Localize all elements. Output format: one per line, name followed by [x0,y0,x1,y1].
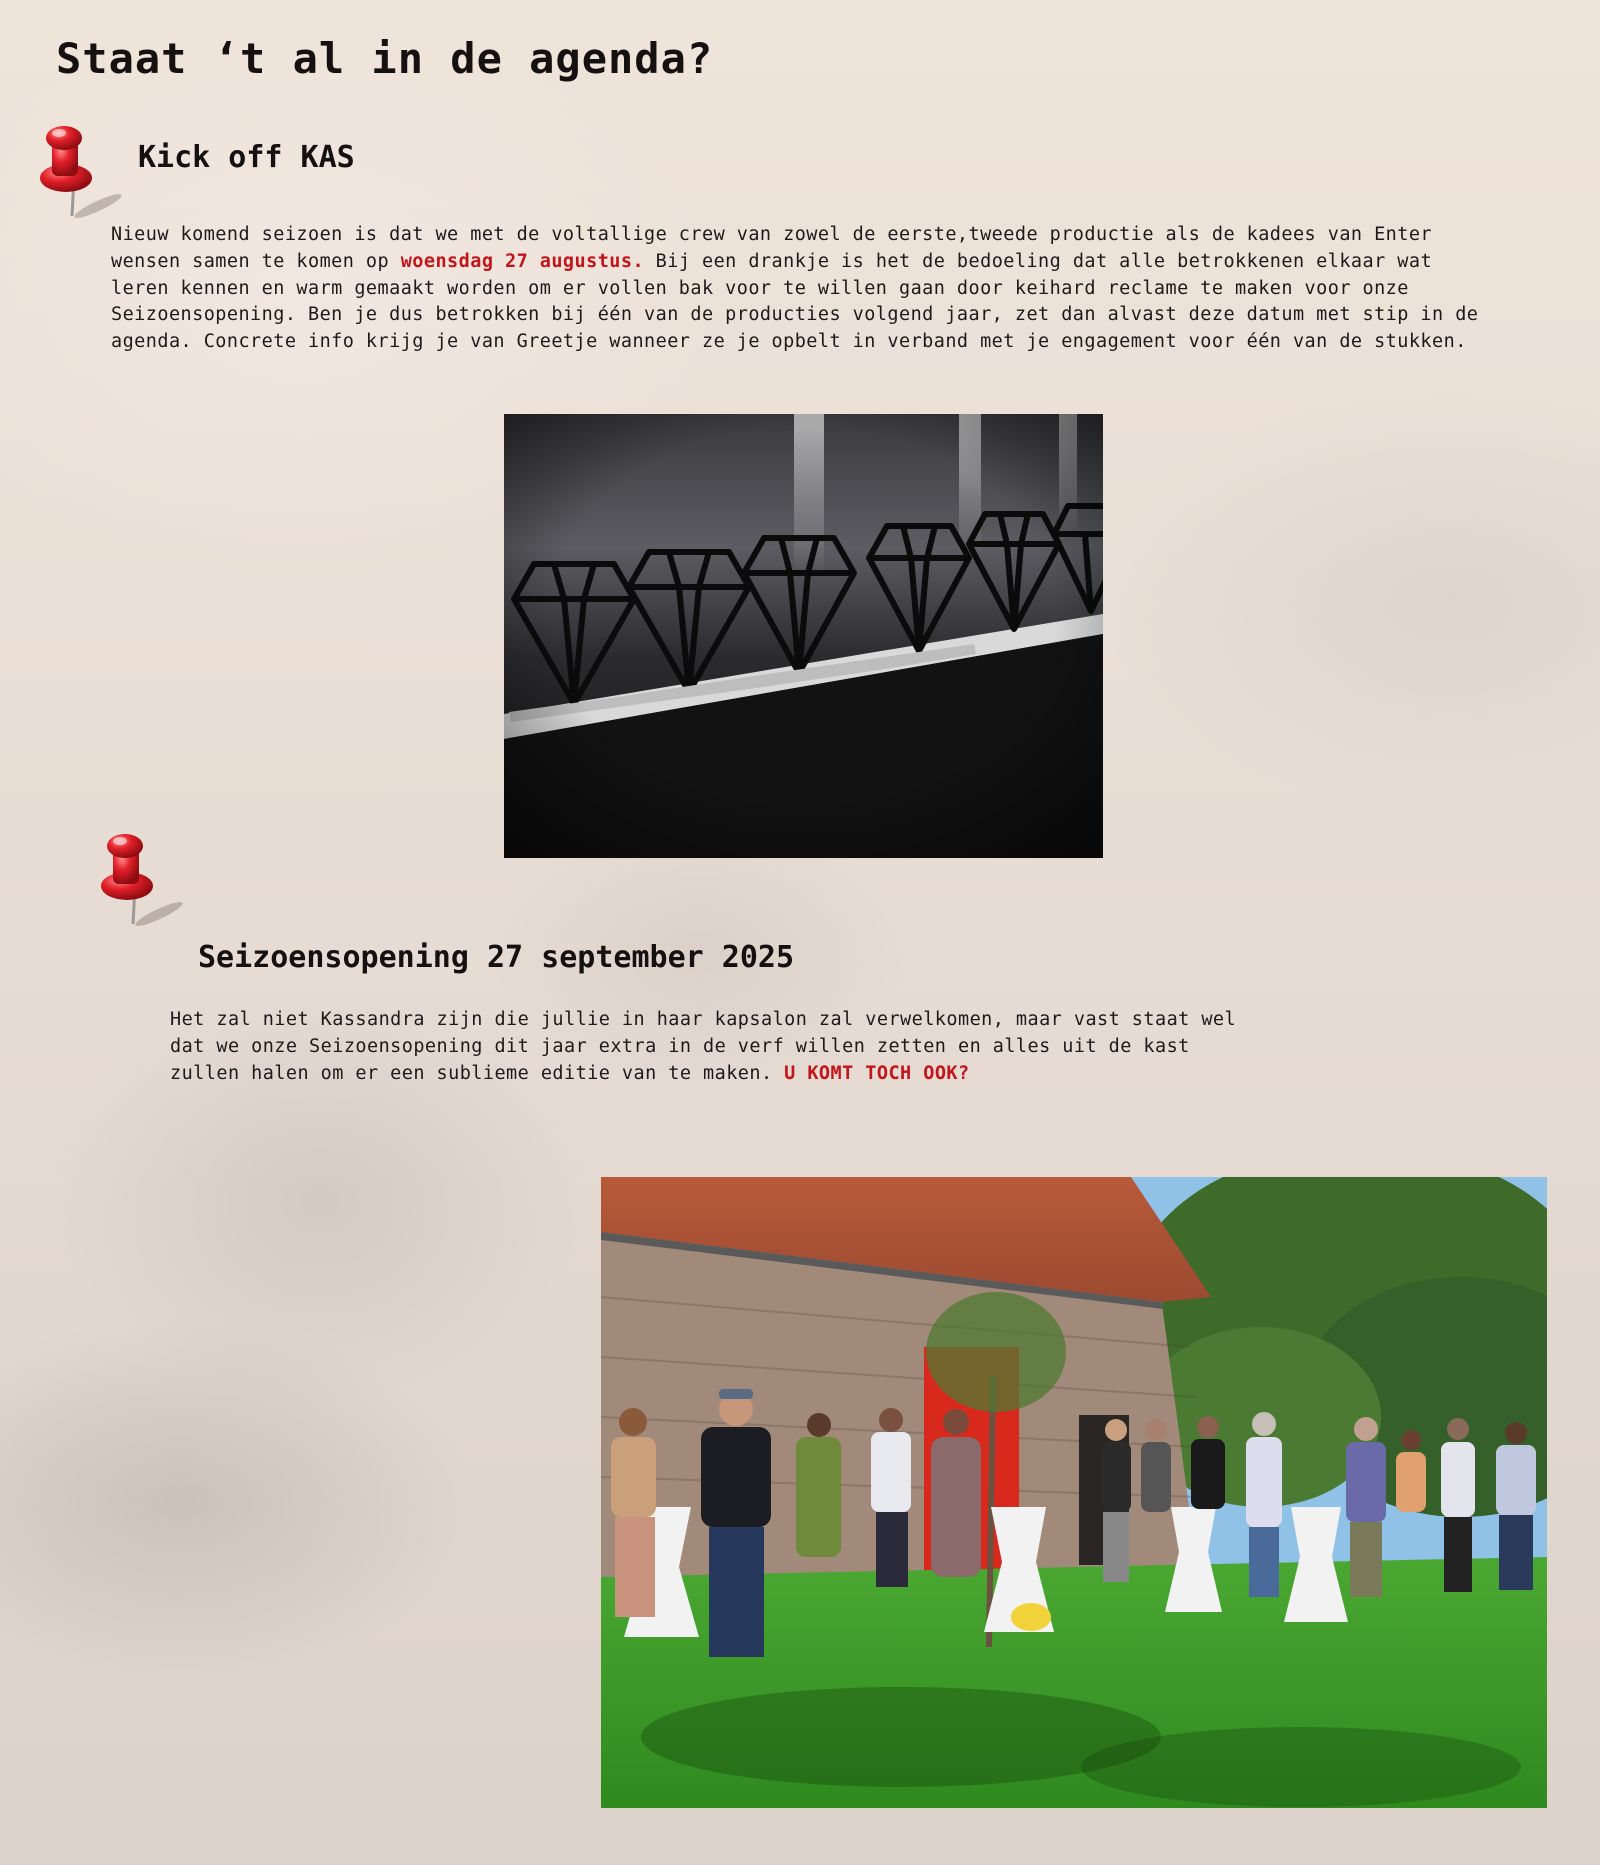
highlight-call-to-action: U KOMT TOCH OOK? [784,1062,970,1084]
garden-reception-photo [601,1177,1547,1808]
highlight-date: woensdag 27 augustus. [400,250,645,272]
section-paragraph-seizoensopening: Het zal niet Kassandra zijn die jullie in haar kapsalon zal verwelkomen, maar vast staat wel dat we onze Seizoensopening dit jaar extra in de verf willen zetten en alles uit de kast zullen halen om er een sublieme editie van te maken. U KOMT TOCH OOK? [170,1009,1237,1084]
section-title-seizoensopening: Seizoensopening 27 september 2025 [198,940,795,975]
push-pin-icon [97,826,187,926]
section-title-kick-off-kas: Kick off KAS [138,140,355,175]
push-pin-icon [36,118,126,218]
page-title: Staat ‘t al in de agenda? [56,34,714,83]
diamond-sculpture-photo [504,414,1103,858]
section-paragraph-kick-off-kas: Nieuw komend seizoen is dat we met de voltallige crew van zowel de eerste,tweede productie als de kadees van Enter wensen samen te komen op woensdag 27 augustus. Bij een drankje is het de bedoeling dat alle betrokkenen elkaar wat leren kennen en warm gemaakt worden om er vollen bak voor te willen gaan door keihard reclame te maken voor onze Seizoensopening. Ben je dus betrokken bij één van de producties volgend jaar, zet dan alvast deze datum met stip in de agenda. Concrete info krijg je van Greetje wanneer ze je opbelt in verband met je engagement voor één van de stukken. [111,224,1479,353]
